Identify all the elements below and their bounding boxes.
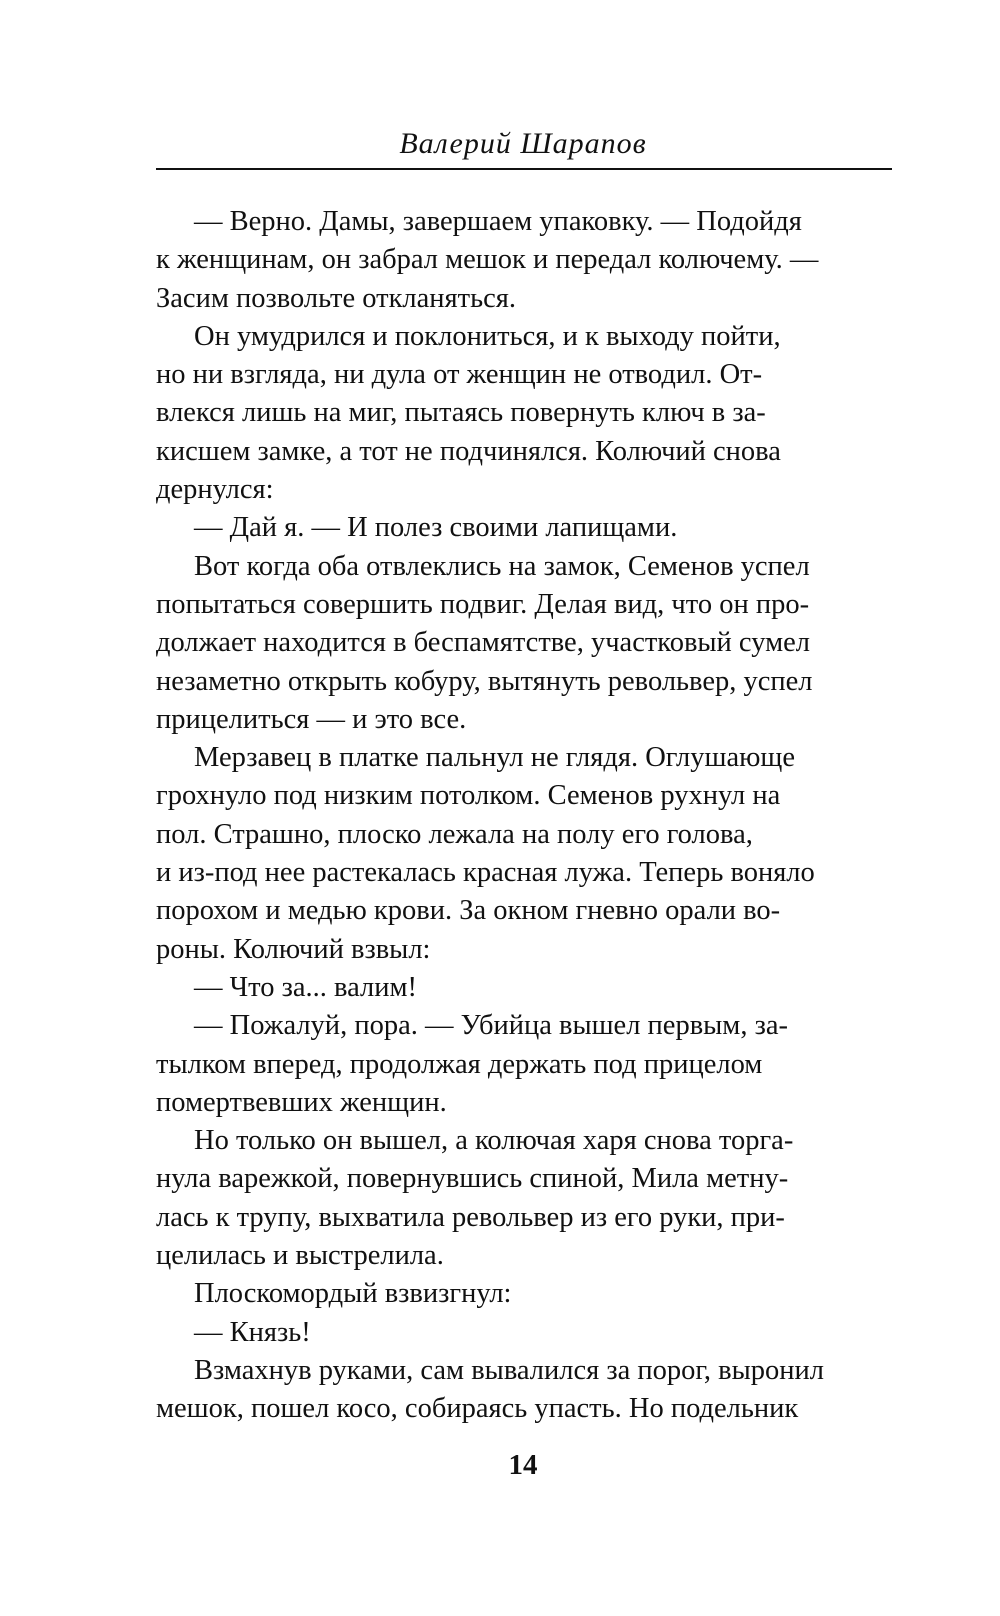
page-number: 14 [508,1449,538,1481]
running-head-author: Валерий Шарапов [399,127,647,160]
paragraph: Но только он вышел, а колючая харя снова торга- нула варежкой, повернувшись спиной, Мила метну- лась к трупу, выхватила револьвер из его руки, при- целилась и выстрелила. [156,1125,794,1272]
paragraph: Вот когда оба отвлеклись на замок, Семенов успел попытаться совершить подвиг. Делая вид, что он про- должает находится в беспамятстве, участковый сумел незаметно открыть кобуру, вытянуть револьвер, успел прицелиться — и это все. [156,550,813,735]
paragraph: — Пожалуй, пора. — Убийца вышел первым, за- тылком вперед, продолжая держать под прицелом помертвевших женщин. [156,1010,788,1118]
paragraph: Взмахнув руками, сам вывалился за порог, выронил мешок, пошел косо, собираясь упасть. Но подельник [156,1354,824,1425]
body-text [156,203,890,1429]
paragraph: — Верно. Дамы, завершаем упаковку. — Подойдя к женщинам, он забрал мешок и передал колючему. — Засим позвольте откланяться. [156,206,819,314]
paragraph: — Дай я. — И полез своими лапищами. [194,512,678,544]
paragraph: Он умудрился и поклониться, и к выходу пойти, но ни взгляда, ни дула от женщин не отводил. От- влекся лишь на миг, пытаясь повернуть ключ в за- кисшем замке, а тот не подчинялся. Колючий снова дернулся: [156,320,781,506]
header-rule [156,168,892,170]
paragraph: Мерзавец в платке пальнул не глядя. Оглушающе грохнуло под низким потолком. Семенов рухнул на пол. Страшно, плоско лежала на полу его голова, и из-под нее растекалась красная лужа. Теперь воняло порохом и медью крови. За окном гневно орали во- роны. Колючий взвыл: [156,742,815,965]
paragraph: Плоскомордый взвизгнул: [194,1278,512,1310]
paragraph: — Что за... валим! [194,971,417,1003]
paragraph: — Князь! [194,1316,311,1348]
